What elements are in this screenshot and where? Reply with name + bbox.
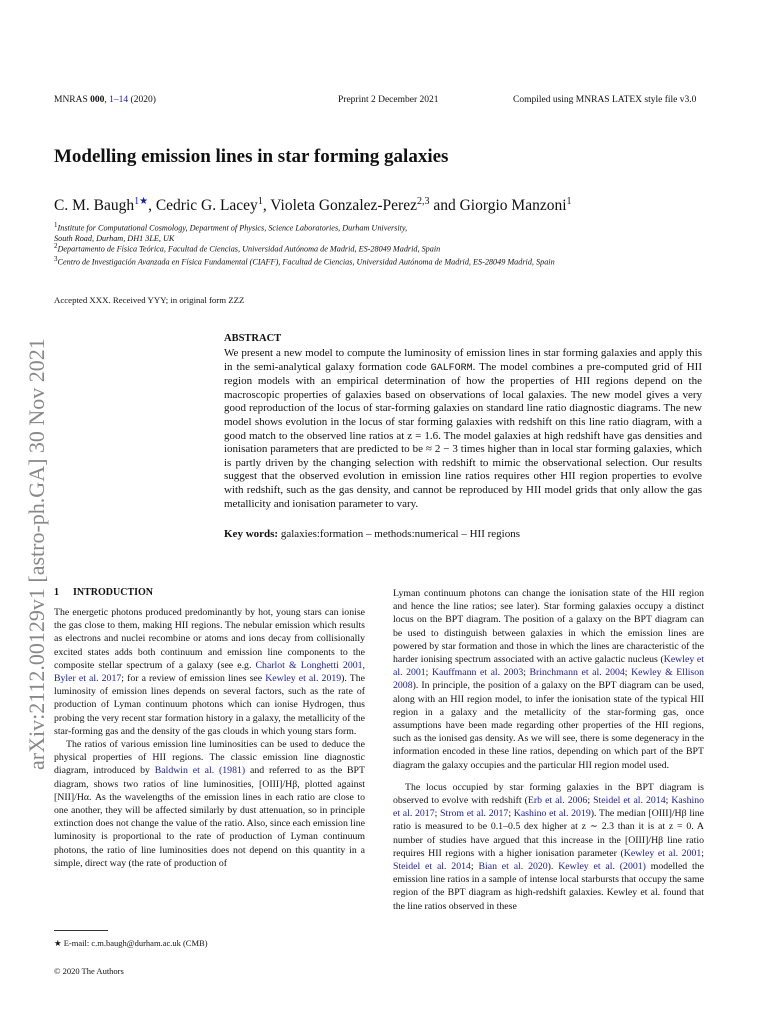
- citation-link[interactable]: Kashino et al. 2019: [513, 808, 591, 820]
- citation-link[interactable]: Erb et al. 2006: [527, 795, 588, 807]
- pages-link[interactable]: 1–14: [109, 95, 129, 105]
- paragraph: The locus occupied by star forming galaxies in the BPT diagram is observed to evolve with redshift (Erb et al. 2006; Steidel et al. 2014; Kashino et al. 2017; Strom et al. 2017; Kashino et al. 2019). The median [OIII]/Hβ line ratio is measured to be 0.1–0.5 dex higher at z ∼ 2.3 than it is at z = 0. A number of studies have argued that this increase in the [OIII]/Hβ line ratio requires HII regions with a higher ionisation parameter (Kewley et al. 2001; Steidel et al. 2014; Bian et al. 2020). Kewley et al. (2001) modelled the emission line ratios in a sample of intense local starbursts that occupy the same region of the BPT diagram as high-redshift galaxies. Kewley et al. found that the line ratios observed in these: [393, 781, 705, 912]
- citation-link[interactable]: Bian et al. 2020: [478, 861, 548, 873]
- citation-link[interactable]: Steidel et al. 2014: [393, 861, 471, 873]
- keywords-text: galaxies:formation – methods:numerical – HII regions: [280, 528, 521, 540]
- citation-link[interactable]: Kewley et al. 2019: [265, 673, 342, 685]
- abstract-text: We present a new model to compute the luminosity of emission lines in star forming galaxies and apply this in the semi-analytical galaxy formation code GALFORM. The model combines a pre-computed grid of HII region models with an empirical determination of how the properties of HII regions depend on the macroscopic properties of galaxies based on observations of local galaxies. The new model gives a very good reproduction of the locus of star-forming galaxies on standard line ratio diagnostic diagrams. The new model shows evolution in the locus of star forming galaxies with redshift on this line ratio diagram, with a good match to the observed line ratios at z = 1.6. The model galaxies at high redshift have gas densities and ionisation parameters that are predicted to be ≈ 2 − 3 times higher than in local star forming galaxies, which is partly driven by the changing selection with redshift to mimic the observational selection. Our results suggest that the observed evolution in emission line ratios requires other HII region properties to evolve with redshift, such as the gas density, and cannot be reproduced by HII model grids that only allow the gas metallicity and ionisation parameter to vary.: [224, 347, 702, 510]
- citation-link[interactable]: Steidel et al. 2014: [593, 795, 666, 807]
- section-heading: 1 INTRODUCTION: [54, 587, 154, 598]
- paragraph: Lyman continuum photons can change the ionisation state of the HII region and hence the line ratios; see later). Star forming galaxies occupy a distinct locus on the BPT diagram. The position of a galaxy on the BPT diagram can be used to distinguish between galaxies in which the emission lines are powered by star formation and those in which the lines are characteristic of the harder ionising spectrum associated with an active galactic nucleus (Kewley et al. 2001; Kauffmann et al. 2003; Brinchmann et al. 2004; Kewley & Ellison 2008). In principle, the position of a galaxy on the BPT diagram can be used, along with an HII region model, to infer the ionisation state of the typical HII region in a galaxy and the metallicity of the star-forming gas, once assumptions have been made regarding other properties of the HII regions, such as the ionised gas density. As we will see, there is some degeneracy in the information encoded in these line ratios, depending on which part of the BPT diagram the galaxy occupies and the particular HII region model used.: [393, 588, 705, 771]
- running-header-journal: MNRAS 000, 1–14 (2020): [54, 95, 156, 105]
- footnote-rule: [54, 930, 108, 931]
- citation-link[interactable]: Kewley & Ellison 2008: [393, 667, 705, 692]
- citation-link[interactable]: Kewley et al. (2001): [558, 861, 646, 873]
- abstract-heading: ABSTRACT: [224, 333, 282, 344]
- paragraph: The energetic photons produced predominantly by hot, young stars can ionise the gas close to them, making HII regions. The nebular emission which results as electrons and nuclei recombine or atoms and ions decay from collisionally excited states adds both continuum and emission line components to the composite stellar spectrum of a galaxy (see e.g. Charlot & Longhetti 2001, Byler et al. 2017; for a review of emission lines see Kewley et al. 2019). The luminosity of emission lines depends on several factors, such as the rate of production of Lyman continuum photons which can ionise Hydrogen, thus probing the very recent star formation history in a galaxy, the metallicity of the star-forming gas and the density of the gas clouds in which young stars form.: [54, 607, 366, 737]
- running-header-compiled: Compiled using MNRAS LATEX style file v3.0: [513, 95, 697, 105]
- accepted-line: Accepted XXX. Received YYY; in original form ZZZ: [54, 295, 245, 305]
- paragraph: The ratios of various emission line luminosities can be used to deduce the physical properties of HII regions. The classic emission line diagnostic diagram, introduced by Baldwin et al. (1981) and referred to as the BPT diagram, shows two ratios of line luminosities, [OIII]/Hβ, plotted against [NII]/Hα. As the wavelengths of the emission lines in each ratio are close to one another, they will be affected similarly by dust attenuation, so in principle extinction does not change the value of the ratio. Also, since each emission line luminosity is proportional to the rate of production of Lyman continuum photons, the ratio of line luminosities does not depend on this quantity in a simple, direct way (the rate of production of: [54, 739, 365, 869]
- citation-link[interactable]: Strom et al. 2017: [440, 808, 509, 820]
- footnote-email: ★ E-mail: c.m.baugh@durham.ac.uk (CMB): [54, 938, 208, 948]
- running-header-preprint: Preprint 2 December 2021: [338, 95, 439, 105]
- author-name: Cedric G. Lacey: [155, 197, 258, 215]
- citation-link[interactable]: Byler et al. 2017: [54, 673, 122, 685]
- code-name: GALFORM: [430, 362, 473, 374]
- author-sup: 2,3: [416, 196, 430, 207]
- citation-link[interactable]: Charlot & Longhetti 2001: [255, 659, 363, 671]
- affiliation-1: $^1$Institute for Computational Cosmology, Department of Physics, Science Laboratories, Durham University, South Road, Durham, DH1 3LE, UK: [54, 221, 408, 243]
- author-sup: 1: [257, 196, 263, 207]
- citation-link[interactable]: Kauffmann et al. 2003: [431, 667, 524, 679]
- keywords: [224, 528, 520, 540]
- keywords-label: Key words:: [224, 528, 279, 540]
- arxiv-stamp: arXiv:2112.00129v1 [astro-ph.GA] 30 Nov 2021: [24, 338, 49, 770]
- affiliation-2: $^2$Departamento de Física Teórica, Facultad de Ciencias, Universidad Autónoma de Madrid, ES-28049 Madrid, Spain: [54, 242, 441, 254]
- citation-link[interactable]: Kashino et al. 2017: [393, 795, 705, 820]
- author-name: C. M. Baugh: [54, 197, 135, 215]
- citation-link[interactable]: Kewley et al. 2001: [623, 847, 702, 859]
- citation-link[interactable]: Baldwin et al. (1981): [154, 765, 246, 777]
- paper-title: Modelling emission lines in star forming galaxies: [54, 146, 449, 167]
- author-sup: 1: [566, 196, 572, 207]
- author-list: C. M. Baugh$^{1★}$, Cedric G. Lacey$^1$, Violeta Gonzalez-Perez$^{2,3}$ and Giorgio Manzoni$^1$: [54, 196, 572, 215]
- left-column: [54, 606, 365, 870]
- citation-link[interactable]: Brinchmann et al. 2004: [529, 667, 625, 679]
- affiliation-3: $^3$Centro de Investigación Avanzada en Física Fundamental (CIAFF), Facultad de Ciencias, Universidad Autónoma de Madrid, ES-28049 Madrid, Spain: [54, 255, 555, 267]
- author-sup[interactable]: 1★: [134, 196, 149, 207]
- author-name: Violeta Gonzalez-Perez: [270, 197, 417, 215]
- copyright: © 2020 The Authors: [54, 966, 124, 976]
- author-name: Giorgio Manzoni: [459, 197, 567, 215]
- citation-link[interactable]: Kewley et al. 2001: [393, 654, 704, 679]
- right-column: [393, 587, 704, 913]
